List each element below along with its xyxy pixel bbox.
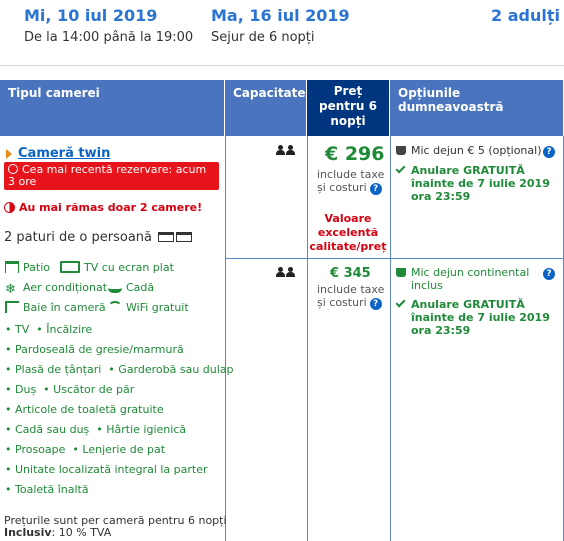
person-icon	[286, 145, 295, 155]
triangle-icon	[6, 149, 12, 159]
tax-note-offer-2: include taxe și costuri ?	[317, 283, 385, 309]
col-header-room-type: Tipul camerei	[0, 80, 225, 136]
help-icon[interactable]: ?	[543, 146, 555, 158]
rooms-left-notice: Au mai rămas doar 2 camere!	[4, 201, 202, 214]
facility-wifi: WiFi gratuit	[108, 301, 189, 314]
facility-ac: ❄ Aer condiționat	[5, 281, 108, 297]
meal-offer-1: Mic dejun € 5 (opțional)	[396, 144, 542, 157]
recent-booking-alert: Cea mai recentă rezervare: acum 3 ore	[4, 162, 219, 190]
help-icon[interactable]: ?	[370, 298, 382, 310]
bed-config: 2 paturi de o persoană	[4, 230, 192, 245]
col-header-capacity: Capacitate	[225, 80, 307, 136]
meal-offer-2: Mic dejun continental inclus	[396, 266, 529, 292]
checkout-block[interactable]	[211, 6, 350, 45]
vat-note: Inclusiv: 10 % TVA	[4, 526, 112, 539]
amenity-row: • Duș • Uscător de păr	[5, 383, 135, 396]
shower-icon	[5, 301, 19, 313]
facility-tv: TV cu ecran plat	[60, 261, 174, 274]
amenity-row: • Cadă sau duș • Hârtie igienică	[5, 423, 187, 436]
snowflake-icon: ❄	[5, 282, 16, 297]
tax-note-offer-1: include taxe și costuri ?	[317, 168, 385, 194]
amenity-row: • Plasă de țânțari • Garderobă sau dulap	[5, 363, 234, 376]
cancel-offer-2: Anulare GRATUITĂ înainte de 7 iulie 2019 ora 23:59	[396, 298, 550, 337]
price-note: Prețurile sunt per cameră pentru 6 nopți	[4, 514, 227, 527]
cancel-offer-1: Anulare GRATUITĂ înainte de 7 iulie 2019 ora 23:59	[396, 164, 550, 203]
checkout-date: Ma, 16 iul 2019	[211, 6, 350, 25]
wifi-icon	[108, 301, 122, 313]
capacity-two-persons	[275, 144, 295, 158]
price-offer-2: € 345	[330, 266, 371, 281]
column-divider	[390, 136, 391, 541]
help-icon[interactable]: ?	[543, 268, 555, 280]
help-icon[interactable]: ?	[370, 183, 382, 195]
column-divider	[307, 136, 308, 541]
room-name-link[interactable]: Cameră twin	[6, 146, 110, 161]
alarm-clock-icon	[8, 164, 18, 174]
amenity-row: • TV • Încălzire	[5, 323, 93, 336]
stay-length: Sejur de 6 nopți	[211, 30, 315, 45]
coffee-cup-icon	[396, 268, 406, 277]
bathtub-icon	[108, 281, 122, 293]
person-icon	[276, 267, 285, 277]
coffee-cup-icon	[396, 146, 406, 155]
checkmark-icon	[396, 298, 406, 308]
col-header-options: Opțiunile dumneavoastră	[390, 80, 564, 136]
amenity-row: • Unitate localizată integral la parter	[5, 463, 208, 476]
booking-summary-bar	[0, 0, 564, 66]
facility-private-bath: Baie în cameră	[5, 301, 106, 314]
patio-icon	[5, 261, 19, 273]
bed-icon	[176, 232, 192, 242]
amenity-row: • Toaletă înaltă	[5, 483, 89, 496]
row-divider	[225, 258, 564, 259]
bed-icon	[158, 232, 174, 242]
price-offer-1: € 296	[325, 143, 385, 165]
facility-bathtub: Cadă	[108, 281, 154, 294]
facility-patio: Patio	[5, 261, 50, 274]
rooms-table	[0, 80, 564, 541]
amenities-list	[5, 320, 234, 500]
checkin-date: Mi, 10 iul 2019	[24, 6, 158, 25]
person-icon	[276, 145, 285, 155]
amenity-row: • Pardoseală de gresie/marmură	[5, 343, 184, 356]
capacity-two-persons	[275, 266, 295, 280]
person-icon	[286, 267, 295, 277]
value-badge: Valoare excelentă calitate/preț	[309, 212, 387, 253]
amenity-row: • Articole de toaletă gratuite	[5, 403, 164, 416]
col-header-price[interactable]: Preț pentru 6 nopți	[307, 80, 390, 136]
checkin-block[interactable]	[24, 6, 193, 45]
amenity-row: • Prosoape • Lenjerie de pat	[5, 443, 166, 456]
tv-icon	[60, 261, 80, 273]
pie-icon	[4, 202, 15, 213]
checkin-time: De la 14:00 până la 19:00	[24, 30, 194, 45]
checkmark-icon	[396, 164, 406, 174]
guests-count[interactable]: 2 adulți	[491, 6, 560, 25]
